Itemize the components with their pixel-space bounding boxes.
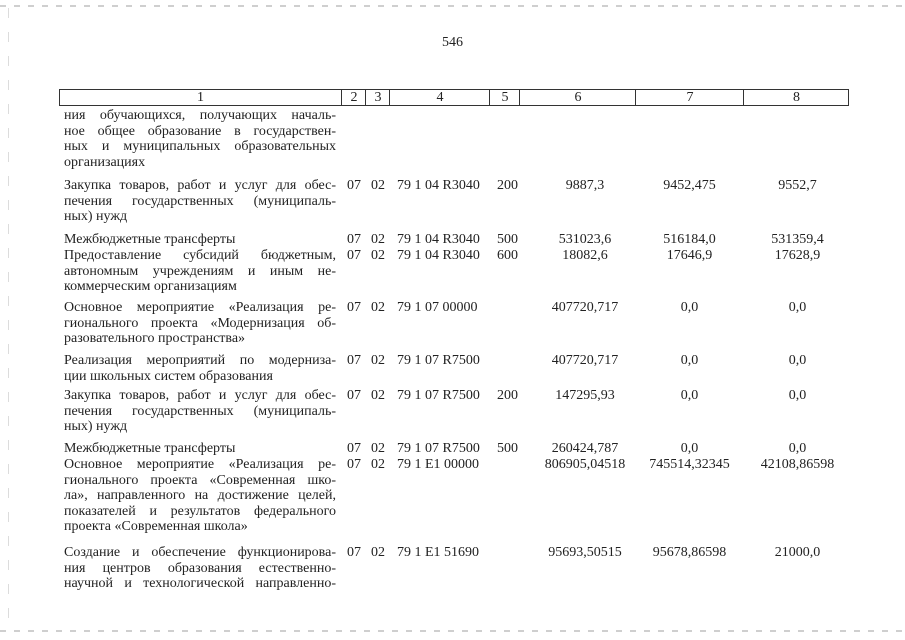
cell-amount-3: 42108,86598	[760, 457, 835, 472]
table-row-description	[64, 457, 336, 535]
cell-amount-1: 18082,6	[562, 248, 608, 263]
cell-section: 07	[347, 300, 361, 315]
cell-amount-3: 0,0	[788, 441, 807, 456]
cell-amount-2: 516184,0	[663, 232, 716, 247]
table-row-description	[64, 300, 336, 347]
cell-amount-2: 0,0	[680, 388, 699, 403]
cell-amount-3: 0,0	[788, 388, 807, 403]
header-col-5: 5	[489, 90, 520, 105]
cell-subsection: 02	[371, 178, 385, 193]
table-row-description	[64, 388, 336, 435]
cell-target-article: 79 1 07 R7500	[397, 388, 480, 403]
cell-target-article: 79 1 07 R7500	[397, 441, 480, 456]
cell-section: 07	[347, 441, 361, 456]
cell-target-article: 79 1 04 R3040	[397, 248, 480, 263]
desc-line: показателей и результатов федерального	[64, 503, 336, 519]
desc-line: ных) нужд	[64, 419, 128, 435]
desc-line: Реализация мероприятий по модерниза-	[64, 353, 336, 368]
cell-target-article: 79 1 E1 51690	[397, 545, 480, 560]
cell-subsection: 02	[371, 353, 385, 368]
table-row-description	[64, 232, 336, 248]
cell-amount-2: 17646,9	[666, 248, 713, 263]
desc-line: Создание и обеспечение функционирова-	[64, 545, 336, 560]
cell-amount-1: 95693,50515	[548, 545, 622, 560]
header-col-8: 8	[743, 90, 849, 105]
cell-amount-1: 407720,717	[551, 353, 619, 368]
table-row-description	[64, 248, 336, 295]
cell-section: 07	[347, 248, 361, 263]
scan-edge-bottom	[0, 630, 905, 632]
desc-line: автономным учреждениям и иным не-	[64, 263, 336, 279]
cell-subsection: 02	[371, 300, 385, 315]
desc-line: печения государственных (муниципаль-	[64, 193, 336, 209]
header-col-3: 3	[365, 90, 390, 105]
cell-subsection: 02	[371, 457, 385, 472]
cell-expense-type: 500	[497, 441, 518, 456]
table-row-description	[64, 108, 336, 170]
desc-line: ния центров образования естественно-	[64, 560, 336, 576]
cell-amount-1: 147295,93	[555, 388, 615, 403]
cell-amount-1: 9887,3	[565, 178, 605, 193]
desc-line: ных и муниципальных образовательных	[64, 139, 336, 155]
cell-expense-type: 200	[497, 178, 518, 193]
cell-section: 07	[347, 545, 361, 560]
cell-amount-1: 531023,6	[558, 232, 612, 247]
cell-amount-2: 745514,32345	[649, 457, 730, 472]
desc-line: Предоставление субсидий бюджетным,	[64, 248, 336, 263]
desc-line: Закупка товаров, работ и услуг для обес-	[64, 388, 336, 403]
header-col-6: 6	[519, 90, 636, 105]
scan-edge-top	[0, 5, 905, 7]
cell-section: 07	[347, 232, 361, 247]
desc-line: коммерческим организациям	[64, 279, 237, 295]
cell-section: 07	[347, 353, 361, 368]
desc-line: ных) нужд	[64, 209, 128, 225]
cell-subsection: 02	[371, 545, 385, 560]
cell-target-article: 79 1 04 R3040	[397, 232, 480, 247]
desc-line: гионального проекта «Современная шко-	[64, 472, 336, 488]
cell-subsection: 02	[371, 232, 385, 247]
desc-line: ное общее образование в государствен-	[64, 123, 336, 139]
header-col-4: 4	[389, 90, 490, 105]
desc-line: организациях	[64, 154, 146, 170]
scan-edge-left	[8, 8, 9, 628]
desc-line: печения государственных (муниципаль-	[64, 403, 336, 419]
cell-expense-type: 500	[497, 232, 518, 247]
desc-line: ла», направленного на достижение целей,	[64, 488, 336, 504]
page-number: 546	[442, 35, 463, 50]
desc-line: ции школьных систем образования	[64, 368, 273, 384]
cell-amount-2: 0,0	[680, 353, 699, 368]
table-header	[59, 89, 849, 106]
cell-expense-type: 600	[497, 248, 518, 263]
cell-amount-2: 0,0	[680, 300, 699, 315]
cell-section: 07	[347, 388, 361, 403]
cell-amount-3: 17628,9	[774, 248, 821, 263]
table-row-description	[64, 178, 336, 225]
cell-section: 07	[347, 178, 361, 193]
cell-target-article: 79 1 07 00000	[397, 300, 478, 315]
desc-line: Межбюджетные трансферты	[64, 232, 236, 247]
desc-line: Межбюджетные трансферты	[64, 441, 236, 456]
table-row-description	[64, 545, 336, 592]
cell-subsection: 02	[371, 248, 385, 263]
desc-line: Закупка товаров, работ и услуг для обес-	[64, 178, 336, 193]
desc-line: проекта «Современная школа»	[64, 519, 248, 535]
desc-line: научной и технологической направленно-	[64, 576, 336, 592]
cell-subsection: 02	[371, 388, 385, 403]
cell-subsection: 02	[371, 441, 385, 456]
cell-amount-2: 95678,86598	[652, 545, 727, 560]
cell-target-article: 79 1 E1 00000	[397, 457, 480, 472]
cell-amount-3: 21000,0	[774, 545, 821, 560]
header-col-7: 7	[635, 90, 744, 105]
table-row-description	[64, 353, 336, 384]
cell-amount-3: 9552,7	[778, 178, 817, 193]
table-row-description	[64, 441, 336, 457]
cell-amount-2: 0,0	[680, 441, 699, 456]
header-col-2: 2	[341, 90, 366, 105]
desc-line: разовательного пространства»	[64, 331, 246, 347]
cell-amount-1: 806905,04518	[544, 457, 626, 472]
cell-target-article: 79 1 07 R7500	[397, 353, 480, 368]
cell-target-article: 79 1 04 R3040	[397, 178, 480, 193]
cell-amount-3: 0,0	[788, 353, 807, 368]
desc-line: ния обучающихся, получающих началь-	[64, 108, 336, 123]
desc-line: Основное мероприятие «Реализация ре-	[64, 300, 336, 315]
cell-amount-1: 407720,717	[551, 300, 619, 315]
cell-expense-type: 200	[497, 388, 518, 403]
cell-amount-3: 0,0	[788, 300, 807, 315]
desc-line: Основное мероприятие «Реализация ре-	[64, 457, 336, 472]
desc-line: гионального проекта «Модернизация об-	[64, 315, 336, 331]
cell-amount-2: 9452,475	[663, 178, 716, 193]
cell-section: 07	[347, 457, 361, 472]
cell-amount-3: 531359,4	[771, 232, 824, 247]
cell-amount-1: 260424,787	[551, 441, 619, 456]
header-col-1: 1	[197, 90, 204, 105]
